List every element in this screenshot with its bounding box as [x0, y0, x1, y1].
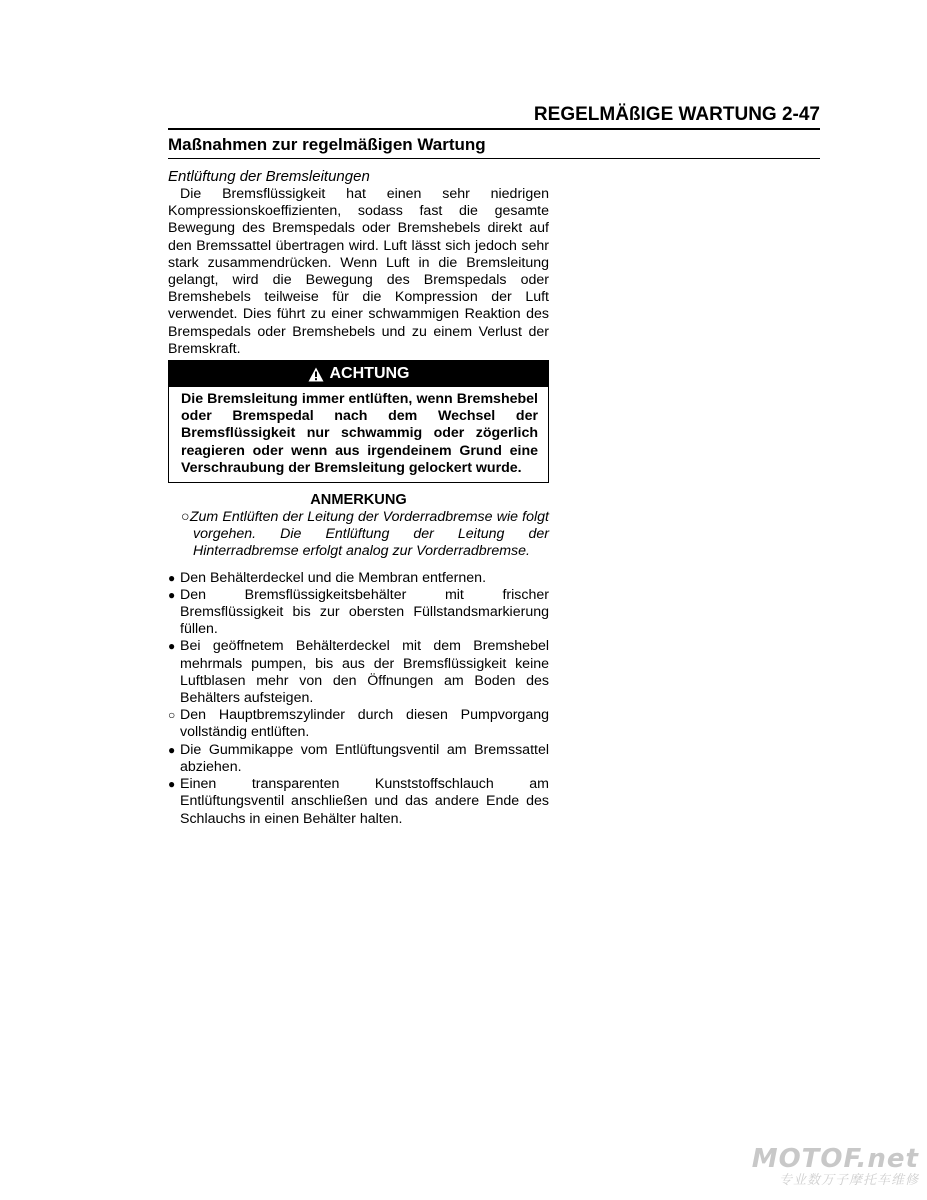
- header-rule: [168, 128, 820, 130]
- watermark-tagline: 专业数万子摩托车维修: [778, 1173, 919, 1188]
- note-body-text: Zum Entlüften der Leitung der Vorderradbremse wie folgt vorgehen. Die Entlüftung der Leitung der Hinterradbremse erfolgt analog zur Vorderradbremse.: [189, 509, 549, 560]
- list-item: [168, 707, 549, 741]
- warning-header: [169, 361, 548, 387]
- page-header-title: REGELMÄßIGE WARTUNG 2-47: [533, 104, 820, 125]
- bullet-marker: ●: [168, 587, 176, 602]
- step-text: Den Hauptbremszylinder durch diesen Pumpvorgang vollständig entlüften.: [180, 707, 549, 741]
- step-text: Den Bremsflüssigkeitsbehälter mit frischer Bremsflüssigkeit bis zur obersten Füllstandsmarkierung füllen.: [180, 586, 549, 638]
- list-item: [168, 776, 549, 828]
- step-text: Die Gummikappe vom Entlüftungsventil am Bremssattel abziehen.: [180, 741, 549, 775]
- warning-text: Die Bremsleitung immer entlüften, wenn Bremshebel oder Bremspedal nach dem Wechsel der Bremsflüssigkeit nur schwammig oder zögerlich reagieren oder wenn aus irgendeinem Grund eine Verschraubung der Bremsleitung gelockert wurde.: [181, 391, 538, 476]
- step-list: [168, 570, 549, 828]
- bullet-marker: ●: [168, 777, 176, 792]
- list-item: [168, 587, 549, 639]
- content-column: [168, 168, 549, 828]
- intro-paragraph: Die Bremsflüssigkeit hat einen sehr niedrigen Kompressionskoeffizienten, sodass fast die gesamte Bewegung des Bremspedals oder Bremshebels direkt auf den Bremssattel übertragen wird. Luft lässt sich jedoch sehr stark zusammendrücken. Wenn Luft in die Bremsleitung gelangt, wird die Bewegung des Bremspedals oder Bremshebels teilweise für die Kompression der Luft verwendet. Dies führt zu einer schwammigen Reaktion des Bremspedals oder Bremshebels und zu einem Verlust der Bremskraft.: [168, 186, 549, 357]
- warning-label: ACHTUNG: [329, 365, 410, 383]
- step-text: Einen transparenten Kunststoffschlauch am Entlüftungsventil anschließen und das andere Ende des Schlauchs in einen Behälter halten.: [180, 776, 549, 827]
- subheading: Entlüftung der Bremsleitungen: [168, 168, 370, 185]
- warning-box: [168, 360, 549, 483]
- note-text: [168, 509, 549, 561]
- list-item: [168, 638, 549, 707]
- bullet-marker: ●: [168, 570, 176, 585]
- bullet-marker: ●: [168, 639, 176, 654]
- bullet-marker: ●: [168, 742, 176, 757]
- step-text: Den Behälterdeckel und die Membran entfernen.: [180, 569, 487, 586]
- note-marker: ○: [181, 509, 190, 526]
- section-rule: [168, 158, 820, 159]
- section-title: Maßnahmen zur regelmäßigen Wartung: [168, 135, 486, 154]
- list-item: [168, 742, 549, 776]
- list-item: [168, 570, 549, 587]
- watermark-brand: MOTOF.net: [751, 1144, 919, 1174]
- step-text: Bei geöffnetem Behälterdeckel mit dem Bremshebel mehrmals pumpen, bis aus der Bremsflüssigkeit keine Luftblasen mehr von den Öffnungen am Boden des Behälters aufsteigen.: [180, 638, 549, 707]
- note-heading: ANMERKUNG: [310, 492, 407, 509]
- sub-step-marker: ○: [168, 708, 176, 723]
- watermark: [752, 1145, 919, 1188]
- warning-triangle-icon: [308, 367, 324, 382]
